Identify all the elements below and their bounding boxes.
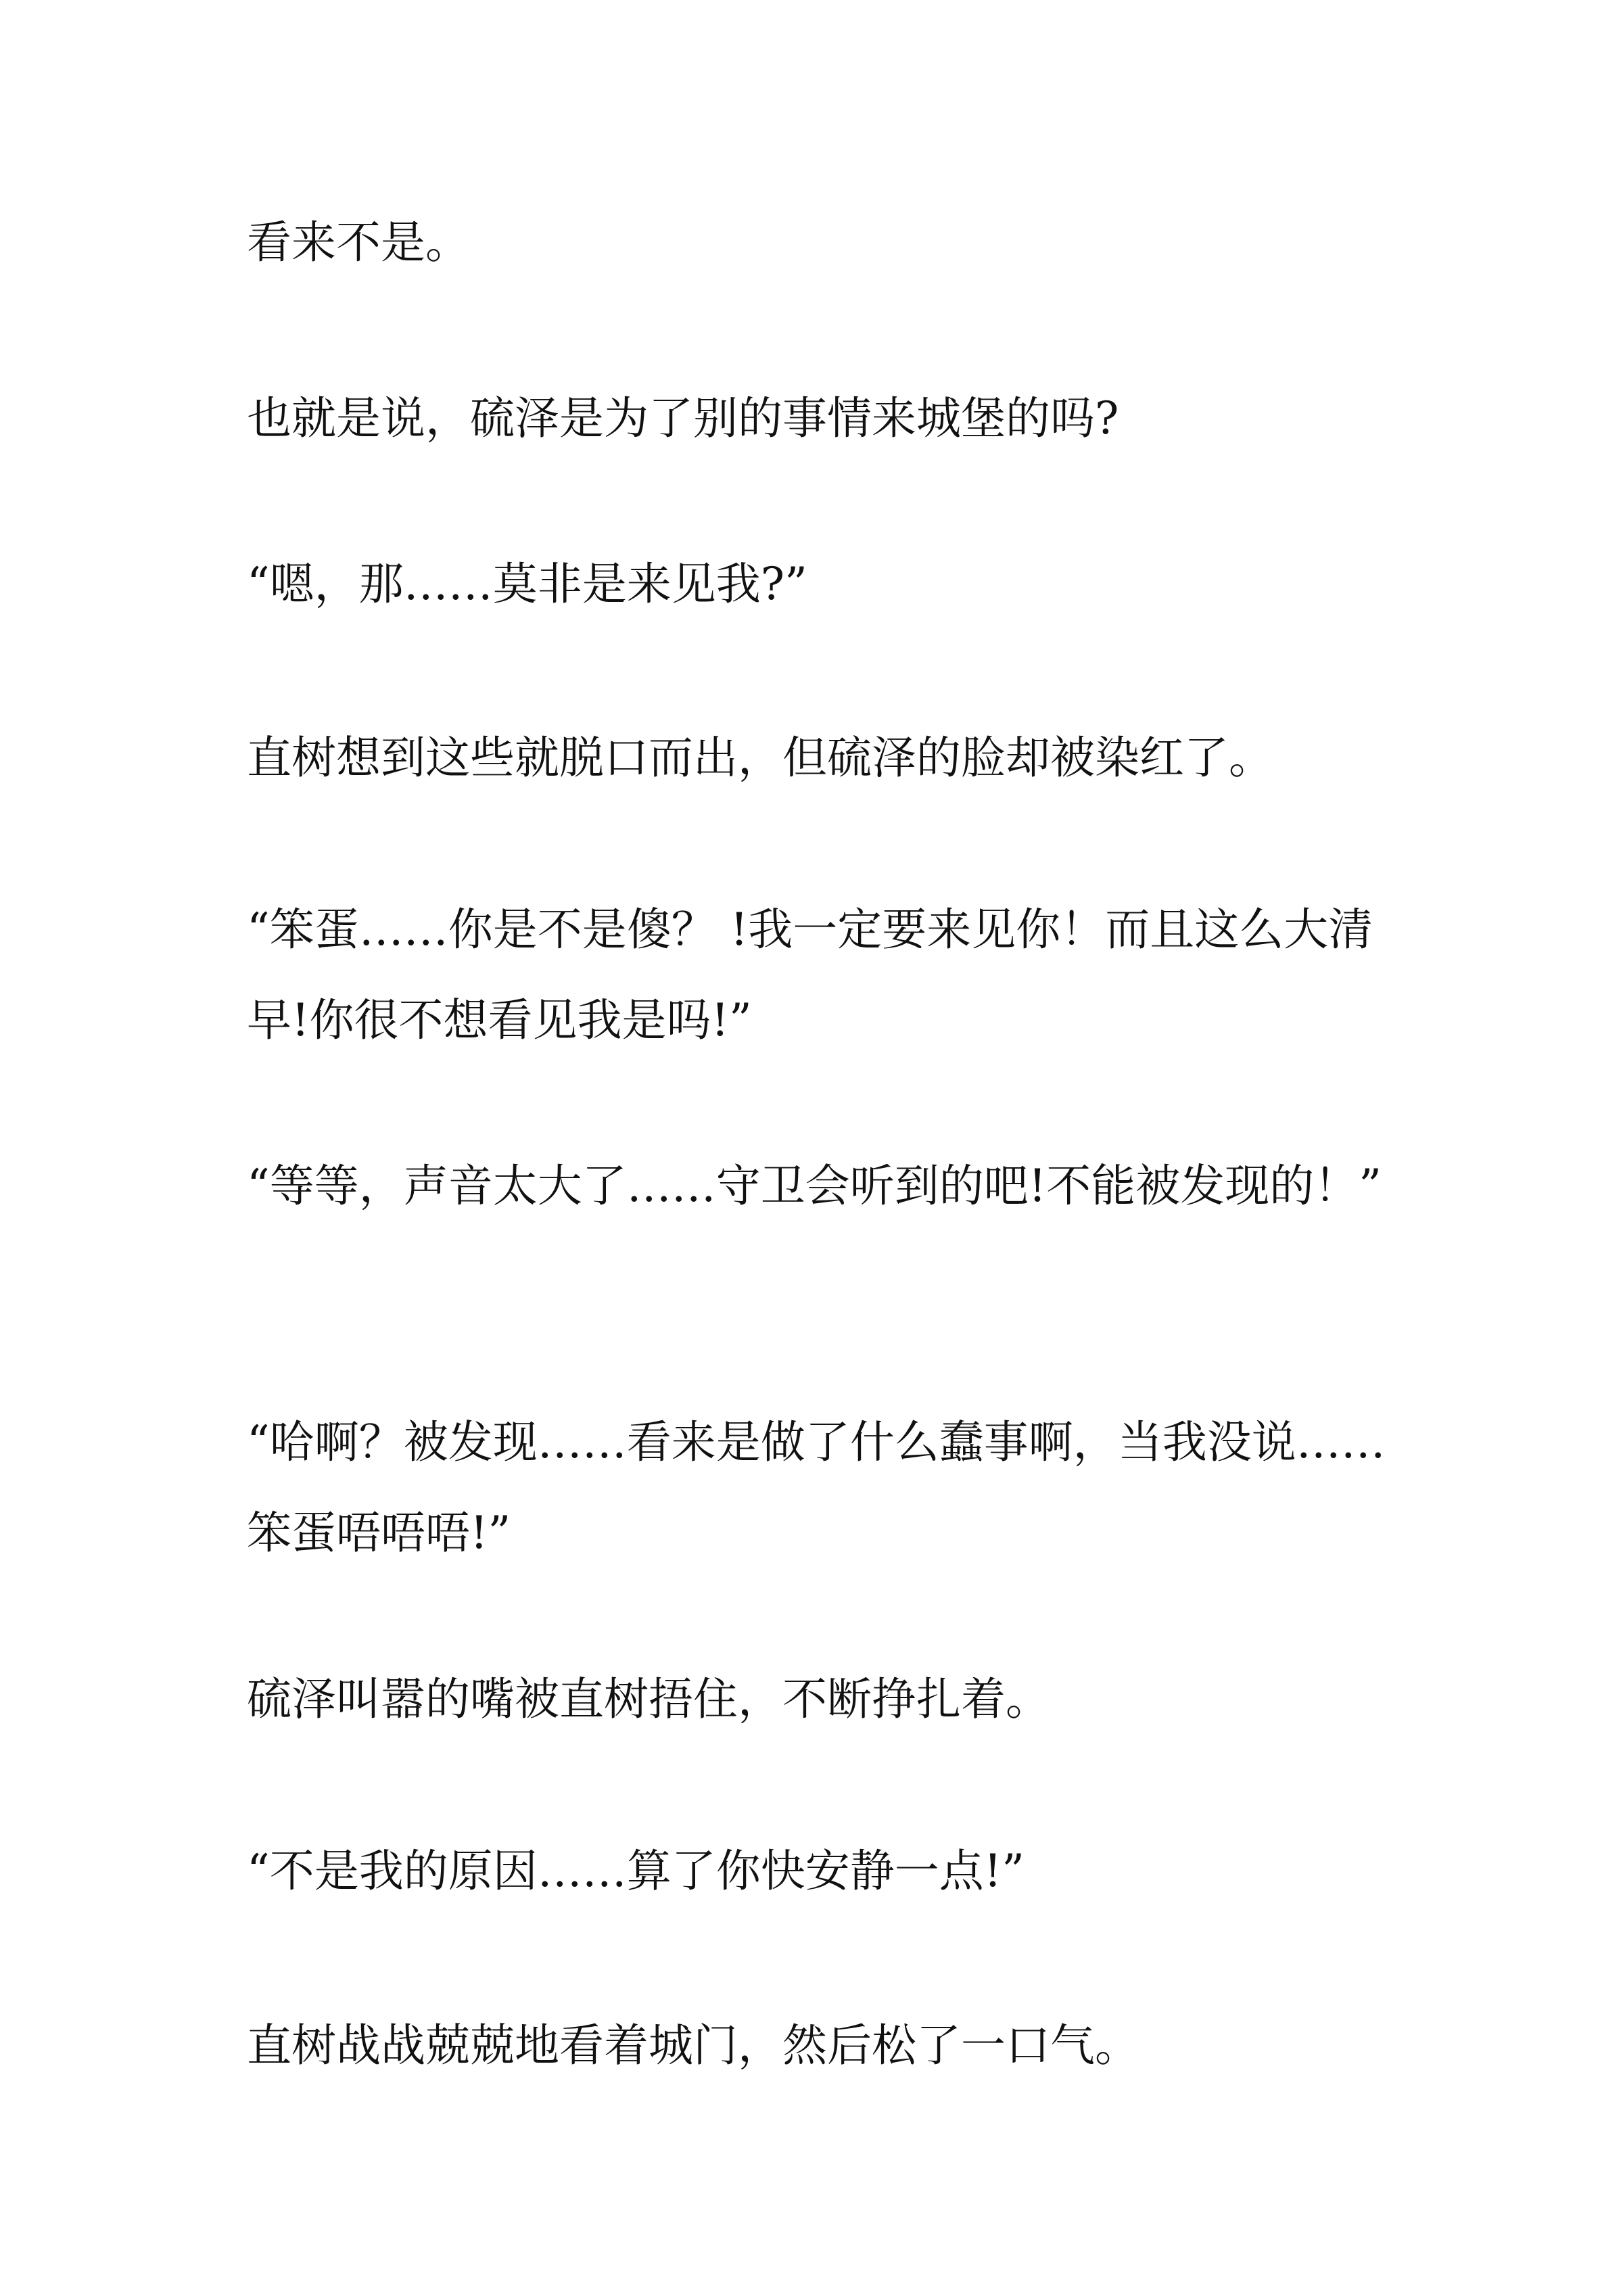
- paragraph-1: 看来不是。: [247, 216, 470, 268]
- paragraph-2: 也就是说，硫泽是为了别的事情来城堡的吗?: [247, 392, 1119, 444]
- paragraph-8: 硫泽叫嚣的嘴被直树捂住，不断挣扎着。: [247, 1673, 1050, 1725]
- paragraph-3: “嗯，那……莫非是来见我?”: [247, 558, 807, 610]
- paragraph-7: “哈啊？被发现……看来是做了什么蠢事啊，当我没说……笨蛋唔唔唔!”: [247, 1416, 1386, 1559]
- paragraph-4: 直树想到这些就脱口而出，但硫泽的脸却被染红了。: [247, 732, 1273, 784]
- paragraph-10: 直树战战兢兢地看着城门，然后松了一口气。: [247, 2019, 1139, 2071]
- paragraph-5: “笨蛋……你是不是傻？ !我一定要来见你！而且这么大清早!你很不想看见我是吗!”: [247, 904, 1373, 1046]
- paragraph-9: “不是我的原因……算了你快安静一点!”: [247, 1845, 1025, 1897]
- paragraph-6: “等等，声音太大了……守卫会听到的吧!不能被发现的！”: [247, 1160, 1382, 1212]
